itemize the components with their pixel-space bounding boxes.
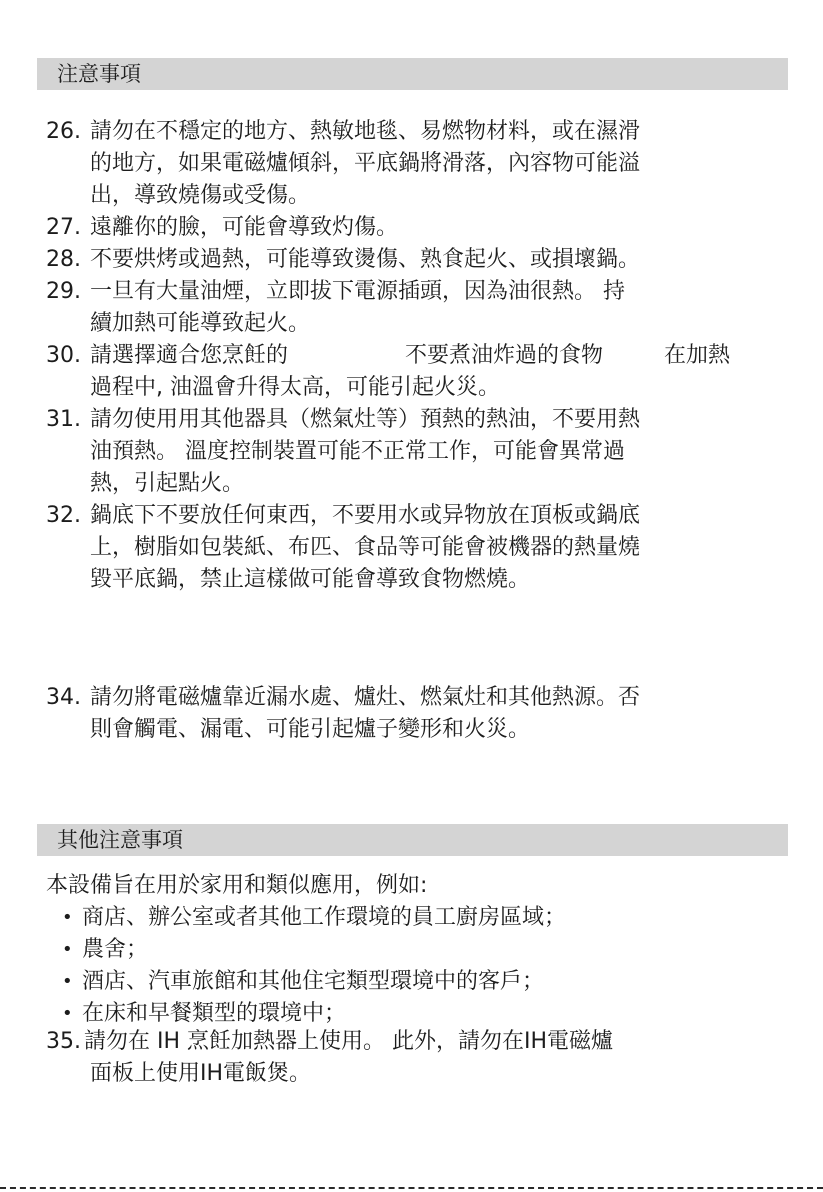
item-32-line-3: 毀平底鍋，禁止這樣做可能會導致食物燃燒。 (90, 567, 531, 592)
item-30-line-1a: 請選擇適合您烹飪的 (90, 343, 289, 368)
item-number: 35. (46, 1029, 81, 1054)
item-35-line-1: 請勿在 IH 烹飪加熱器上使用。 此外，請勿在IH電磁爐 (84, 1029, 614, 1054)
item-31-line-3: 熱，引起點火。 (90, 471, 245, 496)
item-30-line-1b: 不要煮油炸過的食物 (405, 343, 604, 368)
section-title: 注意事項 (57, 62, 141, 86)
item-27-line-1: 遠離你的臉，可能會導致灼傷。 (90, 215, 399, 240)
item-number: 29. (46, 279, 81, 304)
item-number: 30. (46, 343, 81, 368)
section-header-precautions (37, 58, 788, 90)
page-bottom-divider (0, 1187, 823, 1189)
item-number: 31. (46, 407, 81, 432)
item-number: 34. (46, 685, 81, 710)
item-28-line-1: 不要烘烤或過熱，可能導致燙傷、熟食起火、或損壞鍋。 (90, 247, 641, 272)
intro-text: 本設備旨在用於家用和類似應用，例如: (46, 873, 428, 898)
item-number: 27. (46, 215, 81, 240)
item-31-line-1: 請勿使用用其他器具（燃氣灶等）預熱的熱油，不要用熱 (90, 407, 641, 432)
item-34-line-1: 請勿將電磁爐靠近漏水處、爐灶、燃氣灶和其他熱源。否 (90, 685, 641, 710)
item-number: 28. (46, 247, 81, 272)
item-29-line-1: 一旦有大量油煙，立即拔下電源插頭，因為油很熱。 持 (90, 279, 625, 304)
item-34-line-2: 則會觸電、漏電、可能引起爐子變形和火災。 (90, 717, 531, 742)
item-26-line-2: 的地方，如果電磁爐傾斜，平底鍋將滑落，內容物可能溢 (90, 151, 641, 176)
item-number: 32. (46, 503, 81, 528)
item-number: 26. (46, 119, 81, 144)
bullet-item: 酒店、汽車旅館和其他住宅類型環境中的客戶； (82, 969, 545, 994)
bullet-icon: • (62, 1003, 73, 1024)
item-26-line-3: 出，導致燒傷或受傷。 (90, 183, 311, 208)
bullet-icon: • (62, 907, 73, 928)
item-30-line-1c: 在加熱 (664, 343, 731, 368)
item-29-line-2: 續加熱可能導致起火。 (90, 311, 311, 336)
item-35-line-2: 面板上使用IH電飯煲。 (90, 1061, 312, 1086)
bullet-item: 農舍； (82, 937, 149, 962)
item-30-line-2: 過程中, 油溫會升得太高，可能引起火災。 (90, 375, 500, 400)
bullet-item: 商店、辦公室或者其他工作環境的員工廚房區域； (82, 905, 567, 930)
bullet-icon: • (62, 939, 73, 960)
section-header-other-precautions (37, 824, 788, 856)
item-32-line-1: 鍋底下不要放任何東西，不要用水或异物放在頂板或鍋底 (90, 503, 641, 528)
item-26-line-1: 請勿在不穩定的地方、熱敏地毯、易燃物材料，或在濕滑 (90, 119, 641, 144)
bullet-item: 在床和早餐類型的環境中； (82, 1001, 347, 1026)
item-31-line-2: 油預熱。 溫度控制裝置可能不正常工作，可能會異常過 (90, 439, 625, 464)
item-32-line-2: 上，樹脂如包裝紙、布匹、食品等可能會被機器的熱量燒 (90, 535, 641, 560)
bullet-icon: • (62, 971, 73, 992)
section-title: 其他注意事項 (57, 828, 183, 852)
